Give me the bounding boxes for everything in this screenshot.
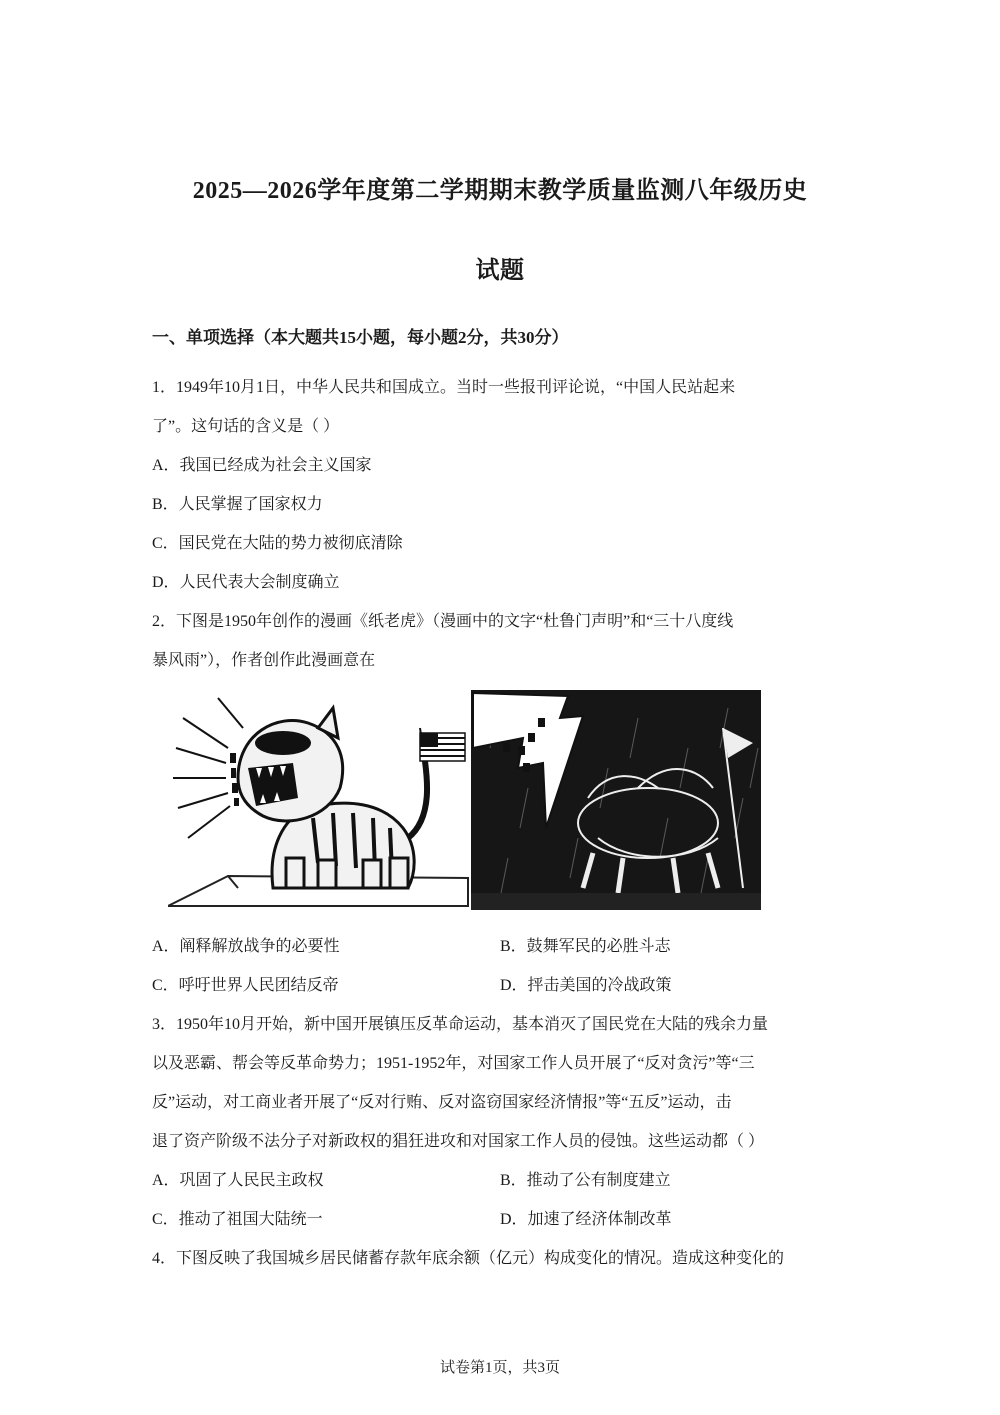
question-3-option-b: B．推动了公有制度建立 — [500, 1172, 671, 1189]
question-3-option-d: D．加速了经济体制改革 — [500, 1211, 672, 1228]
question-2-option-a: A．阐释解放战争的必要性 — [152, 938, 340, 955]
question-3-stem-line-2: 以及恶霸、帮会等反革命势力；1951-1952年，对国家工作人员开展了“反对贪污”等“三 — [152, 1055, 755, 1072]
question-1-option-c: C．国民党在大陆的势力被彻底清除 — [152, 535, 403, 552]
question-2-stem-line-1: 2．下图是1950年创作的漫画《纸老虎》（漫画中的文字“杜鲁门声明”和“三十八度线 — [152, 613, 734, 630]
question-2-option-d: D．抨击美国的冷战政策 — [500, 977, 672, 994]
exam-title-line1: 2025—2026学年度第二学期期末教学质量监测八年级历史 — [192, 178, 808, 204]
question-2-option-c: C．呼吁世界人民团结反帝 — [152, 977, 339, 994]
question-3-option-a: A．巩固了人民民主政权 — [152, 1172, 324, 1189]
paper-tiger-cartoon — [168, 688, 763, 913]
page-footer: 试卷第1页，共3页 — [439, 1360, 560, 1376]
exam-title-line2: 试题 — [475, 258, 525, 284]
question-1-stem-line-2: 了”。这句话的含义是（ ） — [152, 418, 340, 435]
section-heading: 一、单项选择（本大题共15小题，每小题2分，共30分） — [152, 328, 569, 347]
question-1-stem-line-1: 1．1949年10月1日，中华人民共和国成立。当时一些报刊评论说，“中国人民站起来 — [152, 379, 736, 396]
question-3-stem-line-3: 反”运动，对工商业者开展了“反对行贿、反对盗窃国家经济情报”等“五反”运动，击 — [152, 1094, 732, 1111]
question-2-stem-line-2: 暴风雨”），作者创作此漫画意在 — [152, 652, 376, 669]
question-3-option-c: C．推动了祖国大陆统一 — [152, 1211, 323, 1228]
question-1-option-d: D．人民代表大会制度确立 — [152, 574, 340, 591]
question-1-option-a: A．我国已经成为社会主义国家 — [152, 457, 372, 474]
question-2-option-b: B．鼓舞军民的必胜斗志 — [500, 938, 671, 955]
storm-panel — [471, 690, 761, 910]
question-3-stem-line-4: 退了资产阶级不法分子对新政权的猖狂进攻和对国家工作人员的侵蚀。这些运动都（ ） — [152, 1133, 765, 1150]
question-3-stem-line-1: 3．1950年10月开始，新中国开展镇压反革命运动，基本消灭了国民党在大陆的残余力量 — [152, 1016, 769, 1033]
question-4-stem-line-1: 4．下图反映了我国城乡居民储蓄存款年底余额（亿元）构成变化的情况。造成这种变化的 — [152, 1250, 785, 1267]
tiger-panel — [168, 698, 468, 906]
us-flag-icon — [420, 733, 465, 761]
question-1-option-b: B．人民掌握了国家权力 — [152, 496, 323, 513]
